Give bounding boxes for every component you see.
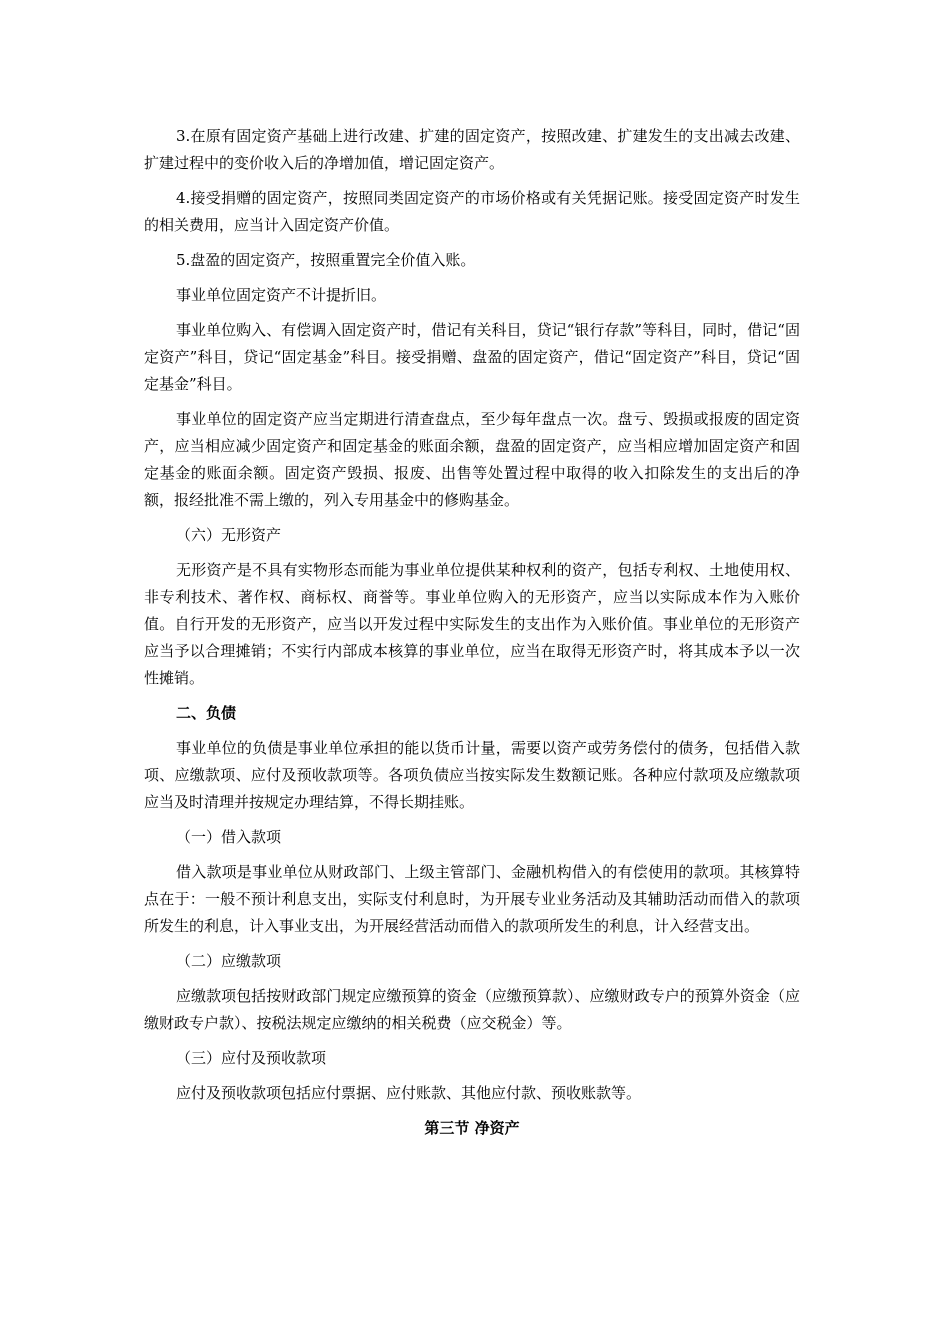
paragraph-asset-inventory: 事业单位的固定资产应当定期进行清查盘点，至少每年盘点一次。盘亏、毁损或报废的固定资产，应当相应减少固定资产和固定基金的账面余额，盘盈的固定资产，应当相应增加固定资产和固定基金的账面余额。固定资产毁损、报废、出售等处置过程中取得的收入扣除发生的支出后的净额，报经批准不需上缴的，列入专用基金中的修购基金。 (144, 410, 800, 509)
subheading-payables-due: （二）应缴款项 (176, 952, 282, 970)
paragraph-payables-advances: 应付及预收款项包括应付票据、应付账款、其他应付款、预收账款等。 (176, 1084, 642, 1102)
paragraph-liabilities: 事业单位的负债是事业单位承担的能以货币计量，需要以资产或劳务偿付的债务，包括借入款项、应缴款项、应付及预收款项等。各项负债应当按实际发生数额记账。各种应付款项及应缴款项应当及时清理并按规定办理结算，不得长期挂账。 (144, 739, 800, 811)
document-page (144, 123, 800, 1142)
paragraph-asset-entries: 事业单位购入、有偿调入固定资产时，借记有关科目，贷记“银行存款”等科目，同时，借记“固定资产”科目，贷记“固定基金”科目。接受捐赠、盘盈的固定资产，借记“固定资产”科目，贷记“固定基金”科目。 (144, 321, 800, 393)
paragraph-donated-assets: 4.接受捐赠的固定资产，按照同类固定资产的市场价格或有关凭据记账。接受固定资产时发生的相关费用，应当计入固定资产价值。 (144, 189, 800, 234)
paragraph-payables-due: 应缴款项包括按财政部门规定应缴预算的资金（应缴预算款）、应缴财政专户的预算外资金（应缴财政专户款）、按税法规定应缴纳的相关税费（应交税金）等。 (144, 987, 800, 1032)
heading-liabilities: 二、负债 (176, 704, 237, 722)
paragraph-intangible-assets: 无形资产是不具有实物形态而能为事业单位提供某种权利的资产，包括专利权、土地使用权、非专利技术、著作权、商标权、商誉等。事业单位购入的无形资产，应当以实际成本作为入账价值。自行开发的无形资产，应当以开发过程中实际发生的支出作为入账价值。事业单位的无形资产应当予以合理摊销；不实行内部成本核算的事业单位，应当在取得无形资产时，将其成本予以一次性摊销。 (144, 561, 800, 687)
paragraph-no-depreciation: 事业单位固定资产不计提折旧。 (176, 286, 387, 304)
subheading-payables-advances: （三）应付及预收款项 (176, 1049, 327, 1067)
paragraph-renovated-assets: 3.在原有固定资产基础上进行改建、扩建的固定资产，按照改建、扩建发生的支出减去改建、扩建过程中的变价收入后的净增加值，增记固定资产。 (144, 127, 800, 172)
subheading-borrowings: （一）借入款项 (176, 828, 282, 846)
subheading-intangible-assets: （六）无形资产 (176, 526, 282, 544)
section-title: 第三节 净资产 (424, 1119, 520, 1137)
paragraph-borrowings: 借入款项是事业单位从财政部门、上级主管部门、金融机构借入的有偿使用的款项。其核算特点在于：一般不预计利息支出，实际支付利息时，为开展专业业务活动及其辅助活动而借入的款项所发生的利息，计入事业支出，为开展经营活动而借入的款项所发生的利息，计入经营支出。 (144, 863, 800, 935)
paragraph-surplus-assets: 5.盘盈的固定资产，按照重置完全价值入账。 (176, 251, 476, 269)
